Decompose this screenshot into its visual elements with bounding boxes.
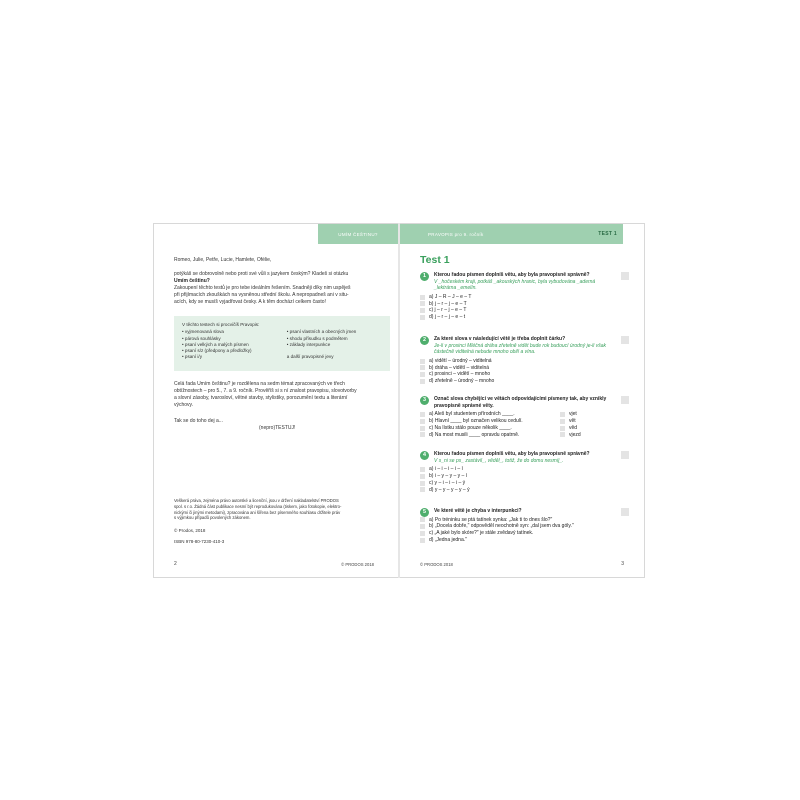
answer-options — [420, 294, 625, 321]
answer-option[interactable] — [420, 418, 625, 425]
answer-checkbox[interactable] — [420, 487, 425, 492]
answer-checkbox[interactable] — [420, 467, 425, 472]
word-checkbox[interactable] — [560, 412, 565, 417]
topic-item: • vyjmenovaná slova — [182, 329, 287, 335]
series-line: Celá řada Umím češtinu? je rozdělena na sedm témat zpracovaných ve třech — [174, 381, 345, 387]
answer-option[interactable] — [420, 301, 625, 308]
header-test-label: TEST 1 — [598, 231, 617, 237]
series-line: výchovy. — [174, 402, 194, 409]
answer-text: a) i – i – i – i – í — [429, 466, 463, 473]
intro-line-bold: Umím češtinu? — [174, 278, 210, 285]
score-box[interactable] — [621, 336, 629, 344]
answer-option[interactable] — [420, 365, 625, 372]
page-number: 3 — [621, 561, 624, 567]
question-text: Kterou řadou písmen doplníš větu, aby byla pravopisně správně? — [434, 272, 590, 278]
answer-checkbox[interactable] — [420, 538, 425, 543]
legal-line: s výjimkou případů povolených zákonem. — [174, 515, 251, 521]
question-snippet: V s_ni se ps_ zastávil_, věděl_, totiž, že do domu nesmíj_. — [434, 457, 564, 464]
answer-options — [420, 411, 625, 438]
answer-checkbox[interactable] — [420, 372, 425, 377]
answer-text: d) y – y – y – y – ý — [429, 486, 470, 493]
word-checkbox[interactable] — [560, 432, 565, 437]
right-header-title: PRAVOPIS pro 9. ročník — [428, 231, 484, 237]
topics-column-1 — [182, 329, 287, 360]
answer-option[interactable] — [420, 371, 625, 378]
series-line: obtížnostech – pro 5., 7. a 9. ročník. Prověříš si s ní znalost pravopisu, slovotvorby — [174, 388, 357, 395]
question-2 — [420, 336, 625, 385]
answer-option[interactable] — [420, 517, 625, 524]
score-box[interactable] — [621, 396, 629, 404]
answer-text: b) Hlavní ____ byl označen velikou cedulí. — [429, 418, 523, 425]
topic-item: • shodu přísudku s podmětem — [287, 336, 382, 342]
legal-line: nickými či jinými metodami), zpracována ani šířena bez písemného souhlasu držitele práv — [174, 509, 341, 515]
word-text: věd — [569, 424, 578, 431]
question-number-badge: 3 — [420, 396, 429, 405]
answer-checkbox[interactable] — [420, 379, 425, 384]
answer-text: a) Po tréninku se ptá tatínek synka: „Jak ti to dnes šlo?" — [429, 516, 553, 523]
legal-notice — [174, 498, 390, 521]
answer-text: c) Na lístku stálo pouze několik ____. — [429, 424, 512, 431]
answer-option[interactable] — [420, 487, 625, 494]
series-paragraph — [174, 381, 388, 409]
answer-checkbox[interactable] — [420, 365, 425, 370]
topic-item: • párová souhlásky — [182, 336, 287, 342]
answer-option[interactable] — [420, 473, 625, 480]
answer-text: b) „Docela dobře," odpověděl neochotně syn: „dal jsem dva góly." — [429, 523, 574, 530]
series-line: a slovní zásoby, tvarosloví, větné stavby, stylistiky, porozumění textu a literární — [174, 395, 348, 402]
intro-line: potýkáš se dobrovolně nebo proti své vůli s jazykem českým? Kladeš si otázku — [174, 271, 349, 277]
answer-checkbox[interactable] — [420, 301, 425, 306]
score-box[interactable] — [621, 451, 629, 459]
question-number-badge: 2 — [420, 336, 429, 345]
answer-checkbox[interactable] — [420, 517, 425, 522]
intro-line: acích, kdy se musíš vyjadřovat česky. A k těm dochází celkem často! — [174, 299, 326, 306]
word-text: vět — [569, 418, 576, 425]
answer-option[interactable] — [420, 432, 625, 439]
word-checkbox[interactable] — [560, 419, 565, 424]
box-title: V těchto testech si procvičíš Pravopis: — [182, 322, 260, 327]
topic-item: • psaní i/y — [182, 354, 287, 360]
topic-item: • psaní vlastních a obecných jmen — [287, 329, 382, 335]
question-snippet: Je-li v prosinci Mléčná dráha zřetelně vidět bude rok budoucí úrodný je-li však částečně viditelná nebude mnoho obilí a vína. — [434, 342, 607, 356]
answer-text: c) prosinci – vidětí – mnoho — [429, 371, 491, 378]
answer-text: c) „A jaké bylo skóre?" je stále zvědavý tatínek. — [429, 530, 534, 537]
word-text: vjet — [569, 411, 577, 418]
names-line: Romeo, Julie, Petře, Lucie, Hamlete, Ofélie, — [174, 257, 272, 263]
answer-text: a) vidětí – úrodný – viditelná — [429, 357, 492, 364]
left-header-bar — [318, 224, 398, 244]
answer-text: c) y – i – i – i – ý — [429, 479, 466, 486]
answer-option[interactable] — [420, 523, 625, 530]
answer-option[interactable] — [420, 530, 625, 537]
answer-text: b) dráha – vidětí – viditelná — [429, 364, 490, 371]
answer-option[interactable] — [420, 480, 625, 487]
question-1 — [420, 272, 625, 321]
answer-checkbox[interactable] — [420, 481, 425, 486]
question-text: Za které slova v následující větě je třeba doplnit čárku? — [434, 336, 566, 342]
legal-line: Veškerá práva, zejména právo autorské a licenční, jsou v držení nakladatelství PRODOS — [174, 498, 339, 503]
footer-copyright: © PRODOS 2018 — [341, 562, 374, 567]
answer-text: c) j – r – j – e – T — [429, 307, 467, 314]
legal-line: spol. s r.o. Žádná část publikace nesmí být reprodukována (tiskem, jako fotokopie, elektro- — [174, 503, 342, 509]
isbn: ISBN 978-80-7230-410-3 — [174, 539, 225, 544]
answer-checkbox[interactable] — [420, 531, 425, 536]
answer-checkbox[interactable] — [420, 359, 425, 364]
copyright: © Prodos, 2018 — [174, 528, 206, 533]
right-page — [400, 223, 645, 578]
test-title: Test 1 — [420, 254, 450, 266]
answer-option[interactable] — [420, 425, 625, 432]
question-number-badge: 4 — [420, 451, 429, 460]
topic-item: • základy interpunkce — [287, 342, 382, 348]
answer-option[interactable] — [420, 314, 625, 321]
answer-text: a) J – R – J – e – T — [429, 293, 472, 300]
intro-paragraph — [174, 271, 388, 306]
answer-option[interactable] — [420, 537, 625, 544]
answer-text: d) „Jedna jedna." — [429, 537, 467, 544]
answer-checkbox[interactable] — [420, 315, 425, 320]
question-5 — [420, 508, 625, 544]
answer-option[interactable] — [420, 466, 625, 473]
page-number: 2 — [174, 561, 177, 567]
topics-column-2 — [287, 329, 382, 360]
answer-text: b) i – y – y – y – í — [429, 473, 468, 480]
answer-options — [420, 466, 625, 493]
answer-checkbox[interactable] — [420, 419, 425, 424]
answer-options — [420, 517, 625, 544]
question-4 — [420, 451, 625, 493]
answer-text: d) zřetelně – úrodný – mnoho — [429, 378, 495, 385]
answer-option[interactable] — [420, 294, 625, 301]
question-text: Ve které větě je chyba v interpunkci? — [434, 508, 522, 514]
answer-checkbox[interactable] — [420, 524, 425, 529]
left-header-title: UMÍM ČEŠTINU? — [338, 231, 378, 237]
topic-item: • psaní s/z (předpony a předložky) — [182, 348, 287, 354]
answer-text: d) Na most musili ____ opravdu opatrně. — [429, 431, 520, 438]
closing-line-2: (nepro)TESTUJ! — [259, 425, 296, 431]
answer-text: a) Aleš byl studentem přírodních ____. — [429, 411, 515, 418]
intro-line: při přijímacích zkouškách na vysněnou střední školu. A nepropadneš ani v situ- — [174, 292, 349, 299]
score-box[interactable] — [621, 508, 629, 516]
question-number-badge: 1 — [420, 272, 429, 281]
footer-copyright: © PRODOS 2018 — [420, 562, 453, 567]
answer-checkbox[interactable] — [420, 412, 425, 417]
answer-option[interactable] — [420, 358, 625, 365]
practice-topics-box — [174, 316, 390, 371]
word-checkbox[interactable] — [560, 426, 565, 431]
intro-line: Zakoupení těchto testů je pro tebe ideálním řešením. Snadněji díky nim uspěješ — [174, 285, 351, 292]
answer-option[interactable] — [420, 411, 625, 418]
left-page — [153, 223, 398, 578]
answer-options — [420, 358, 625, 385]
answer-checkbox[interactable] — [420, 295, 425, 300]
question-snippet: V _hočeském kraji, potkáš _akouských hranic, byla vybudována _aderná _lektrárna _emelín. — [434, 278, 596, 292]
answer-checkbox[interactable] — [420, 308, 425, 313]
topic-item-more: a další pravopisné jevy — [286, 354, 334, 360]
question-text: Kterou řadou písmen doplníš větu, aby byla pravopisně správně? — [434, 451, 590, 457]
answer-option[interactable] — [420, 378, 625, 385]
answer-checkbox[interactable] — [420, 474, 425, 479]
answer-text: b) j – r – j – e – T — [429, 300, 467, 307]
question-number-badge: 5 — [420, 508, 429, 517]
answer-option[interactable] — [420, 307, 625, 314]
answer-text: d) j – r – j – e – t — [429, 314, 466, 321]
answer-checkbox[interactable] — [420, 432, 425, 437]
right-header-bar — [400, 224, 623, 244]
topic-item: • psaní velkých a malých písmen — [182, 342, 287, 348]
answer-checkbox[interactable] — [420, 426, 425, 431]
closing-line-1: Tak se do toho dej a... — [174, 418, 223, 424]
question-3 — [420, 396, 625, 438]
word-text: vjezd — [569, 431, 581, 438]
question-text: Označ slova chybějící ve větách odpovídajícími písmeny tak, aby vznikly pravopisně správné věty. — [434, 396, 607, 409]
score-box[interactable] — [621, 272, 629, 280]
